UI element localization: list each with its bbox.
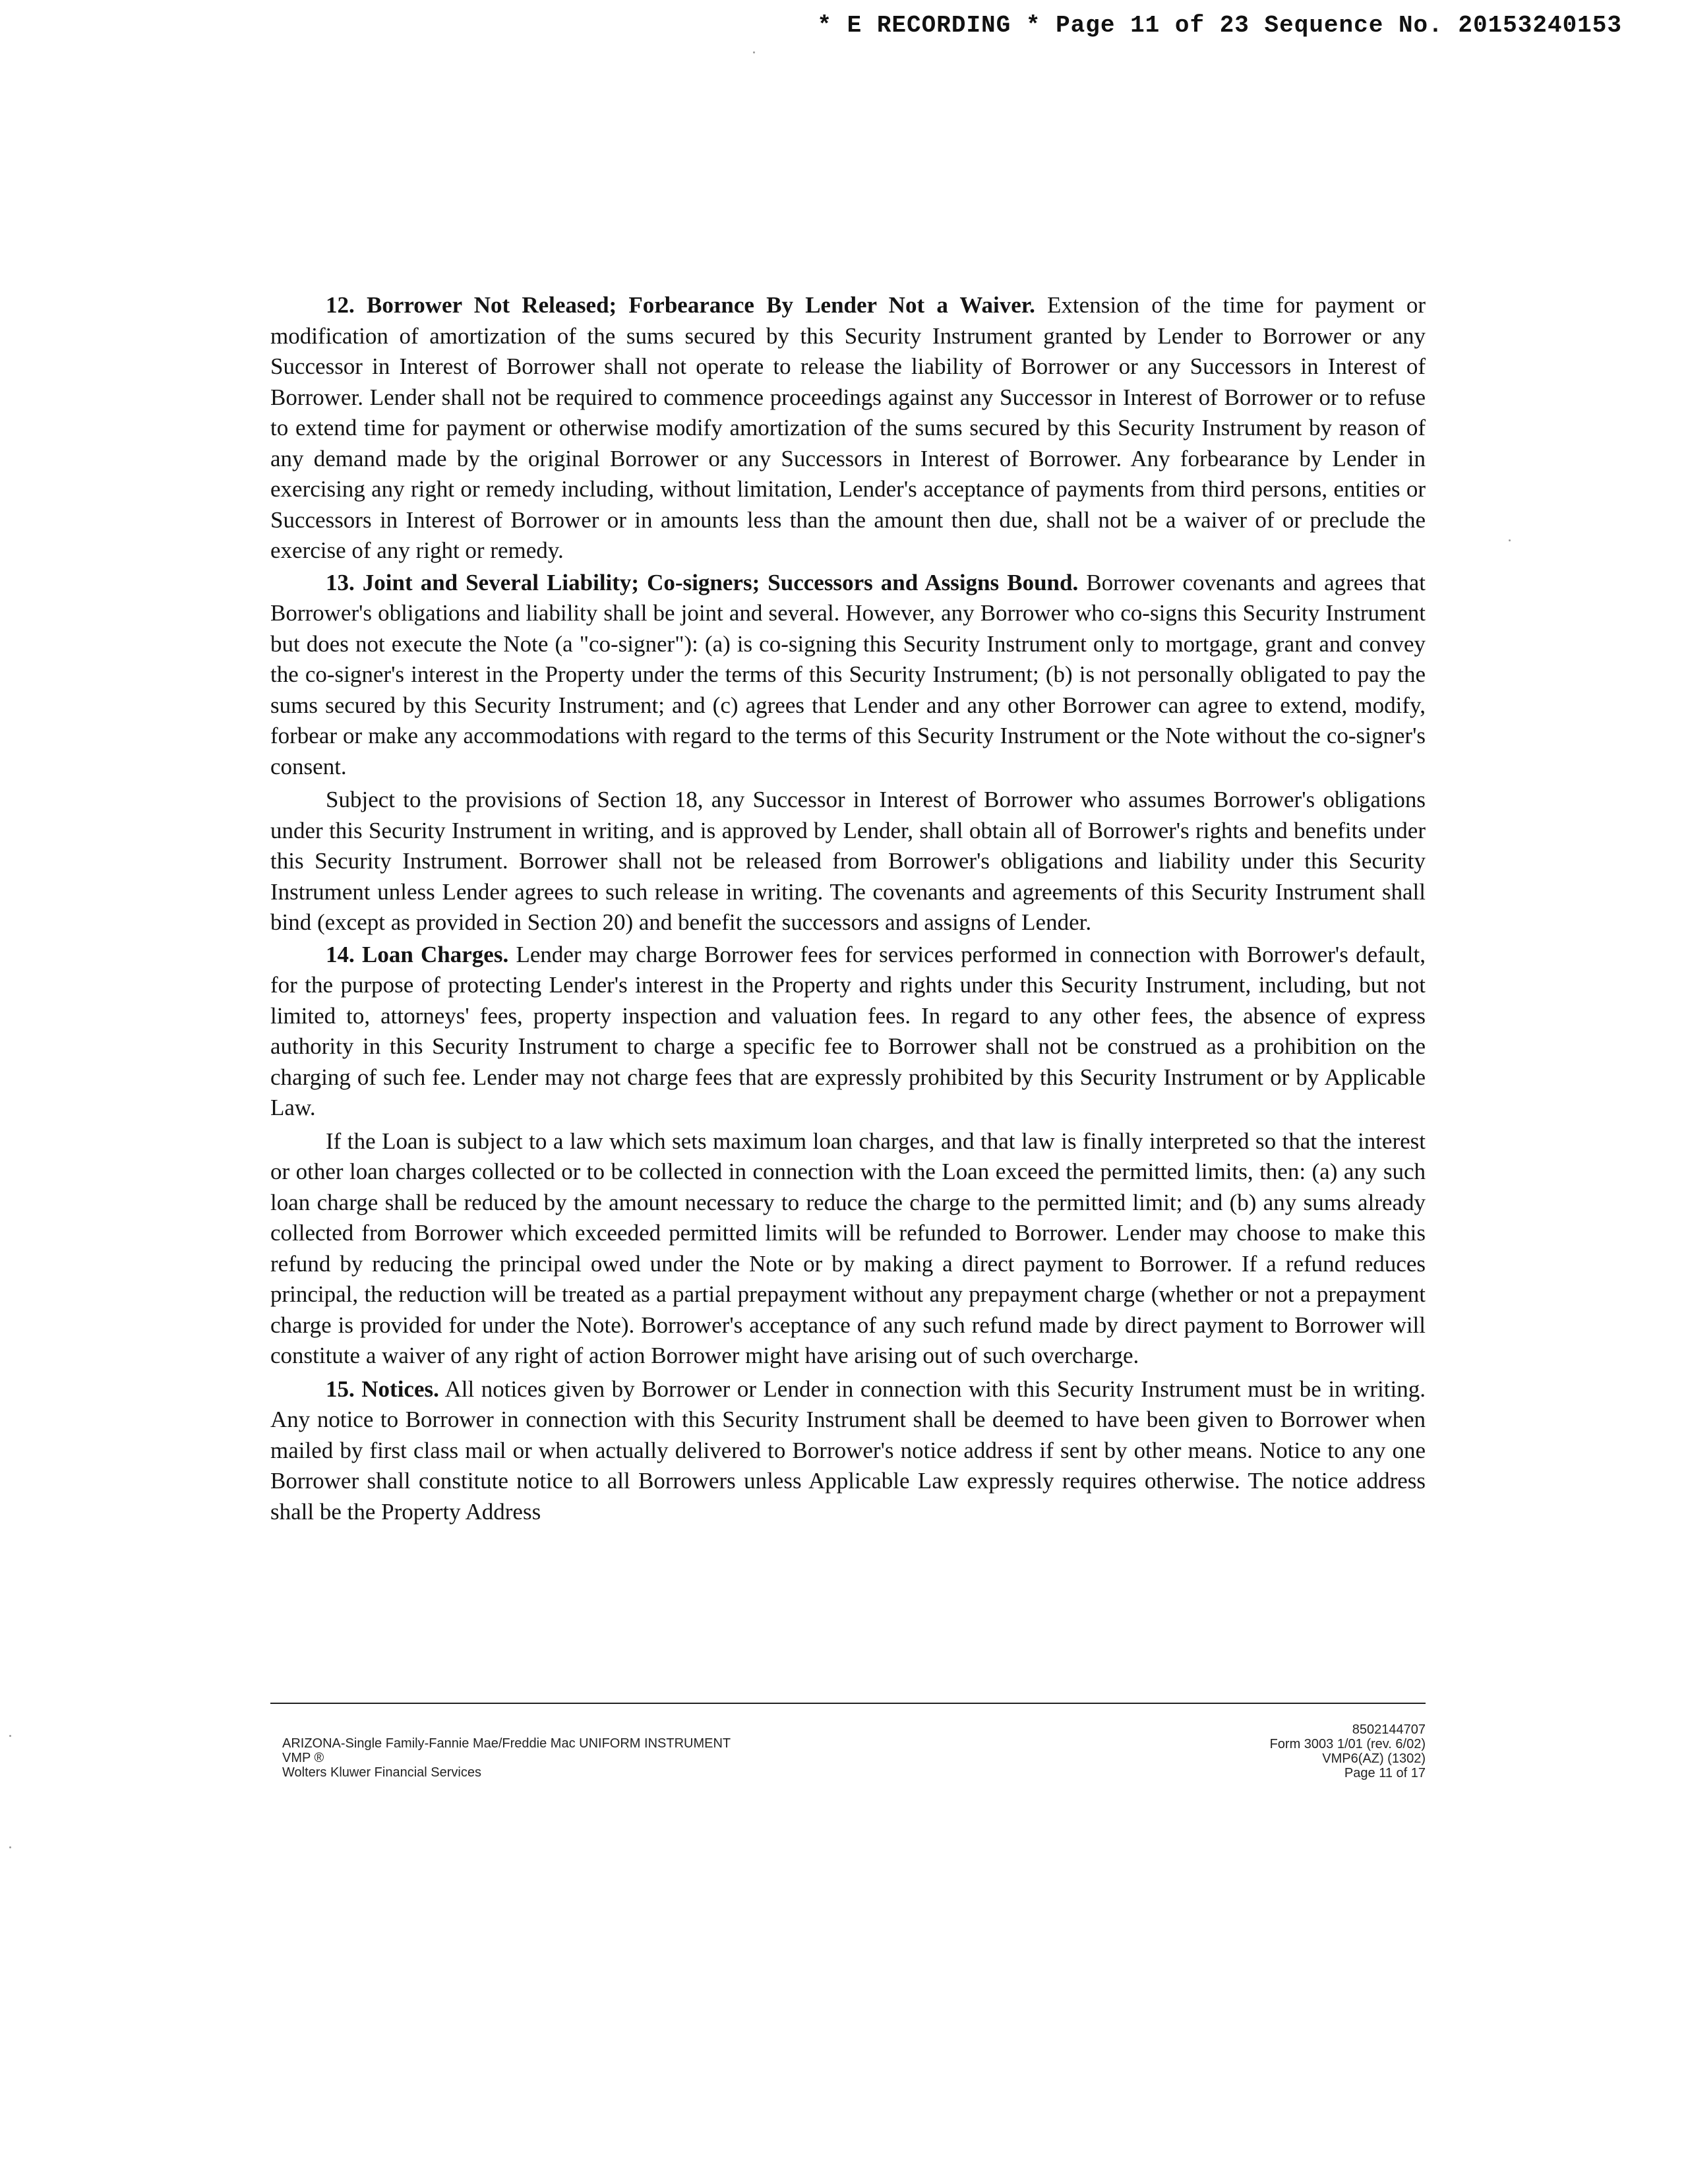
footer-right [1270,1722,1426,1780]
scan-speck [1509,539,1511,541]
section-13-continuation: Subject to the provisions of Section 18, any Successor in Interest of Borrower who assumes Borrower's obligations under this Security Instrument in writing, and is approved by Lender, shall obtain all of Borrower's rights and benefits under this Security Instrument. Borrower shall not be released from Borrower's obligations and liability under this Security Instrument unless Lender agrees to such release in writing. The covenants and agreements of this Security Instrument shall bind (except as provided in Section 20) and benefit the successors and assigns of Lender. [270,787,1426,935]
section-13-heading: 13. Joint and Several Liability; Co-signers; Successors and Assigns Bound. [326,569,1079,595]
footer-vmp-code: VMP6(AZ) (1302) [1322,1751,1426,1766]
section-14-text: Lender may charge Borrower fees for services performed in connection with Borrower's default, for the purpose of protecting Lender's interest in the Property and rights under this Security Instrument, including, but not limited to, attorneys' fees, property inspection and valuation fees. In regard to any other fees, the absence of express authority in this Security Instrument to charge a specific fee to Borrower shall not be construed as a prohibition on the charging of such fee. Lender may not charge fees that are expressly prohibited by this Security Instrument or by Applicable Law. [270,941,1426,1120]
scan-speck [9,1735,11,1737]
scan-speck [9,1846,11,1848]
section-12-heading: 12. Borrower Not Released; Forbearance By Lender Not a Waiver. [326,292,1035,318]
document-body [270,290,1426,1527]
section-15-heading: 15. Notices. [326,1376,439,1402]
recording-header: * E RECORDING * Page 11 of 23 Sequence No. 20153240153 [817,12,1622,39]
section-13-paragraph [270,568,1426,783]
footer-vmp-mark: VMP ® [282,1751,324,1765]
footer-instrument-title: ARIZONA-Single Family-Fannie Mae/Freddie Mac UNIFORM INSTRUMENT [282,1736,731,1751]
section-13-text: Borrower covenants and agrees that Borrower's obligations and liability shall be joint and several. However, any Borrower who co-signs this Security Instrument but does not execute the Note (a "co-signer"): (a) is co-signing this Security Instrument only to mortgage, grant and convey the co-signer's interest in the Property under the terms of this Security Instrument; (b) is not personally obligated to pay the sums secured by this Security Instrument; and (c) agrees that Lender and any other Borrower can agree to extend, modify, forbear or make any accommodations with regard to the terms of this Security Instrument or the Note without the co-signer's consent. [270,569,1426,779]
footer-divider [270,1703,1426,1704]
section-14-continuation: If the Loan is subject to a law which sets maximum loan charges, and that law is finally interpreted so that the interest or other loan charges collected or to be collected in connection with the Loan exceed the permitted limits, then: (a) any such loan charge shall be reduced by the amount necessary to reduce the charge to the permitted limit; and (b) any sums already collected from Borrower which exceeded permitted limits will be refunded to Borrower. Lender may choose to make this refund by reducing the principal owed under the Note or by making a direct payment to Borrower. If a refund reduces principal, the reduction will be treated as a partial prepayment without any prepayment charge (whether or not a prepayment charge is provided for under the Note). Borrower's acceptance of any such refund made by direct payment to Borrower will constitute a waiver of any right of action Borrower might have arising out of such overcharge. [270,1128,1426,1368]
section-15-text: All notices given by Borrower or Lender in connection with this Security Instrument must be in writing. Any notice to Borrower in connection with this Security Instrument shall be deemed to have been given to Borrower when mailed by first class mail or when actually delivered to Borrower's notice address if sent by other means. Notice to any one Borrower shall constitute notice to all Borrowers unless Applicable Law expressly requires otherwise. The notice address shall be the Property Address [270,1376,1426,1525]
footer-publisher: Wolters Kluwer Financial Services [282,1765,481,1780]
footer-form-number: Form 3003 1/01 (rev. 6/02) [1269,1737,1426,1751]
section-15-paragraph [270,1374,1426,1528]
footer-left [282,1736,731,1780]
scan-speck [753,51,755,53]
section-12-text: Extension of the time for payment or modification of amortization of the sums secured by this Security Instrument granted by Lender to Borrower or any Successor in Interest of Borrower shall not operate to release the liability of Borrower or any Successors in Interest of Borrower. Lender shall not be required to commence proceedings against any Successor in Interest of Borrower or to refuse to extend time for payment or otherwise modify amortization of the sums secured by this Security Instrument by reason of any demand made by the original Borrower or any Successors in Interest of Borrower. Any forbearance by Lender in exercising any right or remedy including, without limitation, Lender's acceptance of payments from third persons, entities or Successors in Interest of Borrower or in amounts less than the amount then due, shall not be a waiver of or preclude the exercise of any right or remedy. [270,292,1426,563]
footer-loan-number: 8502144707 [1352,1722,1426,1737]
footer-page-number: Page 11 of 17 [1344,1766,1426,1780]
section-14-paragraph [270,940,1426,1124]
section-12-paragraph [270,290,1426,566]
section-14-heading: 14. Loan Charges. [326,941,509,967]
